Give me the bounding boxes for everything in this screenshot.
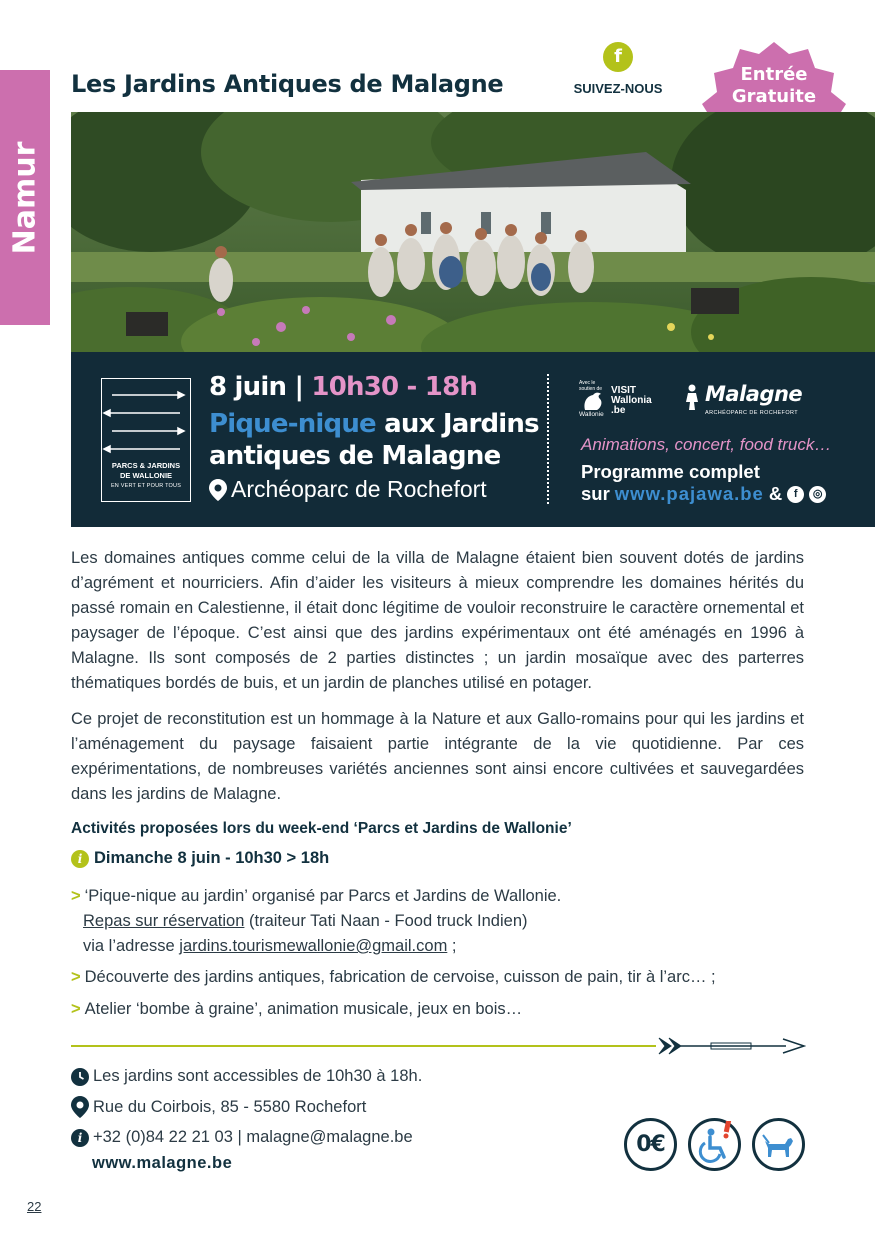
phone-email — [71, 1128, 413, 1147]
website-link[interactable]: www.malagne.be — [92, 1154, 233, 1172]
badge-line-gratuite: Gratuite — [731, 86, 817, 107]
garden-photo-icon — [71, 112, 875, 354]
dog-icon — [755, 1121, 802, 1168]
intro-paragraph: Les domaines antiques comme celui de la villa de Malagne étaient bien souvent dotés de jardins d’agrément et nourriciers. Afin d’aider les visiteurs à mieux comprendre les domaines hérités du passé romain en Calestienne, il était donc légitime de vouloir reconstruire le caractère ornemental et paysager de l’époque. C’est ainsi que des jardins expérimentaux ont été aménagés en 1996 à Malagne. Ils sont composés de 2 parties distinctes ; un jardin mosaïque avec des parterres thématiques bordés de buis, et un jardin de planches utilisé en potager. — [71, 549, 804, 692]
animations-text: Animations, concert, food truck… — [581, 435, 832, 454]
bullet1-line3-prefix: via l’adresse — [83, 937, 180, 955]
phone-email-text[interactable]: +32 (0)84 22 21 03 | malagne@malagne.be — [93, 1128, 413, 1146]
rooster-icon — [581, 390, 605, 412]
page-number: 22 — [27, 1199, 42, 1214]
opening-hours — [71, 1067, 422, 1086]
event-time: 10h30 - 18h — [311, 372, 478, 402]
opening-hours-text: Les jardins sont accessibles de 10h30 à 18h. — [93, 1067, 423, 1085]
vw-be: .be — [611, 405, 626, 416]
location-pin-icon — [209, 479, 227, 501]
pj-logo-line2: DE WALLONIE — [119, 471, 173, 480]
info-icon: i — [71, 850, 89, 868]
pj-logo-line1: PARCS & JARDINS — [111, 461, 181, 470]
malagne-subtitle: ARCHÉOPARC DE ROCHEFORT — [705, 410, 799, 416]
arrow-divider-icon — [71, 1034, 806, 1058]
programme-line2 — [581, 483, 826, 505]
chevron-right-icon: > — [71, 1000, 81, 1018]
dog-allowed-icon — [752, 1118, 805, 1171]
vw-wallonia: Wallonia — [611, 395, 652, 406]
region-tab — [0, 70, 50, 325]
bullet1-line1: ‘Pique-nique au jardin’ organisé par Parcs et Jardins de Wallonie. — [84, 887, 562, 905]
instagram-small-icon[interactable]: ◎ — [809, 486, 826, 503]
malagne-logo — [683, 382, 808, 422]
pj-logo-line3: EN VERT ET POUR TOUS — [110, 483, 182, 489]
list-item — [71, 884, 561, 959]
event-title — [209, 408, 539, 472]
list-item — [71, 997, 522, 1022]
banner-divider — [547, 374, 549, 504]
chevron-right-icon: > — [71, 887, 81, 905]
price-text: 0€ — [636, 1132, 665, 1157]
event-day: 8 juin | — [209, 372, 304, 402]
programme-prefix: sur — [581, 483, 610, 504]
reservation-email-link[interactable]: jardins.tourismewallonie@gmail.com — [179, 937, 448, 955]
programme-link[interactable]: www.pajawa.be — [614, 483, 764, 504]
activity-day — [71, 849, 329, 868]
event-banner — [71, 352, 875, 527]
arrows-icon — [102, 387, 189, 457]
bullet1-line2 — [71, 909, 561, 934]
follow-label: SUIVEZ-NOUS — [573, 81, 663, 96]
meal-reservation-link[interactable]: Repas sur réservation — [83, 912, 245, 930]
facebook-small-icon[interactable]: f — [787, 486, 804, 503]
event-date — [209, 372, 477, 402]
region-label: Namur — [7, 141, 43, 254]
bullet3-text: Atelier ‘bombe à graine’, animation musicale, jeux en bois… — [84, 1000, 523, 1018]
address — [71, 1096, 366, 1118]
event-title-rest: aux Jardins antiques de Malagne — [209, 409, 539, 471]
malagne-figure-icon — [683, 384, 703, 410]
event-title-highlight: Pique-nique — [209, 409, 376, 439]
vw-brand — [611, 386, 652, 416]
page-title: Les Jardins Antiques de Malagne — [71, 70, 504, 98]
bullet1-line3 — [71, 934, 561, 959]
garden-photo — [71, 112, 875, 354]
info-icon: i — [71, 1129, 89, 1147]
malagne-wordmark: Malagne — [705, 382, 803, 406]
activities-heading: Activités proposées lors du week-end ‘Parcs et Jardins de Wallonie’ — [71, 820, 572, 837]
list-item — [71, 965, 716, 990]
chevron-right-icon: > — [71, 968, 81, 986]
bullet2-text: Découverte des jardins antiques, fabrication de cervoise, cuisson de pain, tir à l’arc… ; — [84, 968, 716, 986]
free-price-pictogram — [624, 1118, 677, 1171]
vw-visit: VISIT — [611, 385, 637, 396]
project-paragraph: Ce projet de reconstitution est un hommage à la Nature et aux Gallo-romains pour qui les jardins et l’aménagement du paysage faisaient partie intégrante de la vie quotidienne. Par ces expérimentations, de nombreuses variétés anciennes sont ainsi encore cultivées et sauvegardées dans les jardins de Malagne. — [71, 710, 804, 803]
address-text: Rue du Coirbois, 85 - 5580 Rochefort — [93, 1097, 367, 1116]
vw-wallonie: Wallonie — [579, 411, 604, 418]
bullet1-line2-text: (traiteur Tati Naan - Food truck Indien) — [244, 912, 528, 930]
event-location — [209, 476, 487, 503]
facebook-icon[interactable]: f — [603, 42, 633, 72]
facebook-follow[interactable] — [565, 42, 671, 96]
wheelchair-access-icon — [688, 1118, 741, 1171]
parcs-jardins-logo — [101, 378, 191, 502]
activity-day-text: Dimanche 8 juin - 10h30 > 18h — [94, 849, 330, 867]
badge-line-entree: Entrée — [740, 64, 808, 85]
wheelchair-icon — [691, 1121, 738, 1168]
clock-icon — [71, 1068, 89, 1086]
programme-amp: & — [768, 483, 783, 504]
event-location-text: Archéoparc de Rochefort — [231, 476, 487, 502]
location-pin-icon — [71, 1096, 89, 1118]
bullet1-line3-suffix: ; — [447, 937, 457, 955]
vw-support-text: Avec le soutien de — [579, 380, 603, 392]
visit-wallonia-logo — [579, 378, 671, 422]
programme-line1: Programme complet — [581, 461, 760, 482]
